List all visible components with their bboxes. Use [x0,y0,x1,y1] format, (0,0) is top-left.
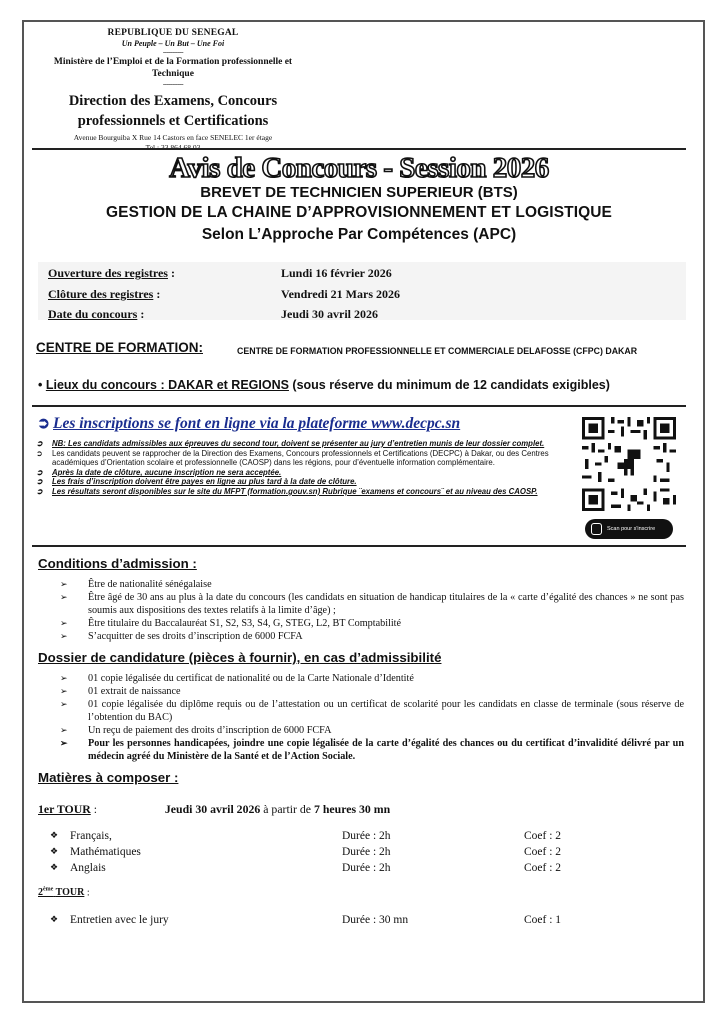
scan-label: Scan pour s'inscrire [607,526,656,532]
registration-title: ➲ Les inscriptions se font en ligne via la plateforme www.decpc.sn [37,415,461,432]
arrowhead-icon: ➢ [60,618,68,628]
arrow-icon: ➲ [36,448,43,458]
note-item: ➲ Les résultats seront disponibles sur le site du MFPT (formation.gouv.sn) Rubrique ¨examens et concours¨ et au niveau des CAOSP. [36,486,538,496]
arrow-icon: ➲ [36,477,43,487]
subject-row: ❖ Anglais Durée : 2h Coef : 2 [50,862,562,874]
qr-code[interactable] [582,417,676,511]
arrow-icon: ➲ [36,439,43,448]
divider [32,148,686,150]
phone-icon [591,523,602,535]
list-item: ➢ Être de nationalité sénégalaise [60,579,212,590]
arrow-icon: ➲ [36,486,43,496]
exam-date-label: Date du concours : [48,307,145,321]
notice-title: Avis de Concours - Session 2026 [169,152,549,184]
round-label: 1er TOUR [38,802,91,816]
list-item: ➢ Pour les personnes handicapées, joindre une copie légalisée de la carte d’égalité des chances ou du certificat d’invalidité délivré par un médecin agréé du Ministère de la Santé et de l’Action Sociale. [60,738,684,762]
arrowhead-icon: ➢ [60,725,68,735]
qr-code-card[interactable] [579,415,679,543]
arrowhead-icon: ➢ [60,738,68,748]
subjects-title: Matières à composer : [38,770,179,785]
arrowhead-icon: ➢ [60,686,68,696]
diamond-bullet-icon: ❖ [50,846,59,856]
arrow-icon: ➲ [36,467,43,477]
note-item: ➲ NB: Les candidats admissibles aux épreuves du second tour, doivent se présenter au jury d’entretien munis de leur dossier complet. [36,439,545,448]
dates-block [38,262,686,320]
ministry-name: Ministère de l’Emploi et de la Formation professionnelle et Technique [53,57,293,79]
republic-name: REPUBLIQUE DU SENEGAL [107,28,239,38]
note-item: ➲ Les candidats peuvent se rapprocher de la Direction des Examens, Concours professionnels et Certifications (DECPC) à Dakar, ou des Centres académiques d’Orientation scolaire et professionnelle (CAOSP) dans les régions, pour d’éventuelle information complémentaire. [36,448,549,468]
registration-box [32,405,686,547]
institution-header [38,28,308,152]
separator: ----------- [162,48,184,56]
arrowhead-icon: ➢ [60,631,68,641]
closing-label: Clôture des registres : [48,287,161,301]
registration-notes [36,439,570,497]
note-item: ➲ Les frais d’inscription doivent être payes en ligne au plus tard à la date de clôture. [36,477,357,487]
opening-label: Ouverture des registres : [48,266,175,280]
national-motto: Un Peuple – Un But – Une Foi [121,39,225,48]
locations-label: Lieux du concours : DAKAR et REGIONS [45,378,289,392]
diamond-bullet-icon: ❖ [50,830,59,840]
subject-row: ❖ Français, Durée : 2h Coef : 2 [50,830,562,842]
centre-name: CENTRE DE FORMATION PROFESSIONNELLE ET COMMERCIALE DELAFOSSE (CFPC) DAKAR [237,346,638,356]
subject-row: ❖ Entretien avec le jury Durée : 30 mn Coef : 1 [50,914,562,926]
diamond-bullet-icon: ❖ [50,862,59,872]
address: Avenue Bourguiba X Rue 14 Castors en face SENELEC 1er étage [73,133,273,142]
list-item: ➢ Être titulaire du Baccalauréat S1, S2, S3, S4, G, STEG, L2, BT Comptabilité [60,618,402,629]
locations-note: (sous réserve du minimum de 12 candidats exigibles) [288,378,610,392]
list-item: ➢ Être âgé de 30 ans au plus à la date du concours (les candidats en situation de handicap titulaires de la « carte d’égalité des chances » ne sont pas soumis aux dispositions des textes relatifs à la limite d’âge) ; [60,592,684,616]
bullet: • [38,378,46,392]
conditions-list [60,578,684,643]
list-item: ➢ Un reçu de paiement des droits d’inscription de 6000 FCFA [60,725,332,736]
direction-name: Direction des Examens, Concours professionnels et Certifications [68,93,278,129]
separator: ----------- [162,80,184,88]
second-round: 2ème TOUR : [38,887,90,899]
arrowhead-icon: ➢ [60,673,68,683]
scan-button[interactable] [585,519,673,539]
closing-date: Vendredi 21 Mars 2026 [281,287,401,301]
exam-locations [38,378,610,392]
note-item: ➲ Après la date de clôture, aucune inscription ne sera acceptée. [36,467,282,477]
arrowhead-icon: ➢ [60,699,68,709]
conditions-title: Conditions d’admission : [38,556,197,571]
subject-row: ❖ Mathématiques Durée : 2h Coef : 2 [50,846,562,858]
diamond-bullet-icon: ❖ [50,914,59,924]
first-round: 1er TOUR : Jeudi 30 avril 2026 à partir de 7 heures 30 mn [38,802,391,816]
arrowhead-icon: ➢ [60,579,68,589]
dossier-title: Dossier de candidature (pièces à fournir), en cas d’admissibilité [38,650,442,665]
list-item: ➢ 01 copie légalisée du diplôme requis ou de l’attestation ou un certificat de scolarité pour les candidats en classe de terminale (sous réserve de l’obtention du BAC) [60,699,684,723]
dossier-list [60,672,684,763]
round-date: Jeudi 30 avril 2026 [164,802,261,816]
list-item: ➢ 01 extrait de naissance [60,686,181,697]
centre-label: CENTRE DE FORMATION: [36,340,203,355]
list-item: ➢ 01 copie légalisée du certificat de nationalité ou de la Carte Nationale d’Identité [60,673,414,684]
arrow-icon: ➲ [37,415,50,432]
arrowhead-icon: ➢ [60,592,68,602]
round-time: 7 heures 30 mn [314,802,391,816]
list-item: ➢ S’acquitter de ses droits d’inscription de 6000 FCFA [60,631,303,642]
registration-link[interactable]: www.decpc.sn [371,415,461,432]
specialty-title: GESTION DE LA CHAINE D’APPROVISIONNEMENT ET LOGISTIQUE [105,204,613,221]
exam-date: Jeudi 30 avril 2026 [281,307,379,321]
approach-title: Selon L’Approche Par Compétences (APC) [201,226,517,243]
diploma-title: BREVET DE TECHNICIEN SUPERIEUR (BTS) [200,184,518,201]
opening-date: Lundi 16 février 2026 [281,266,392,280]
